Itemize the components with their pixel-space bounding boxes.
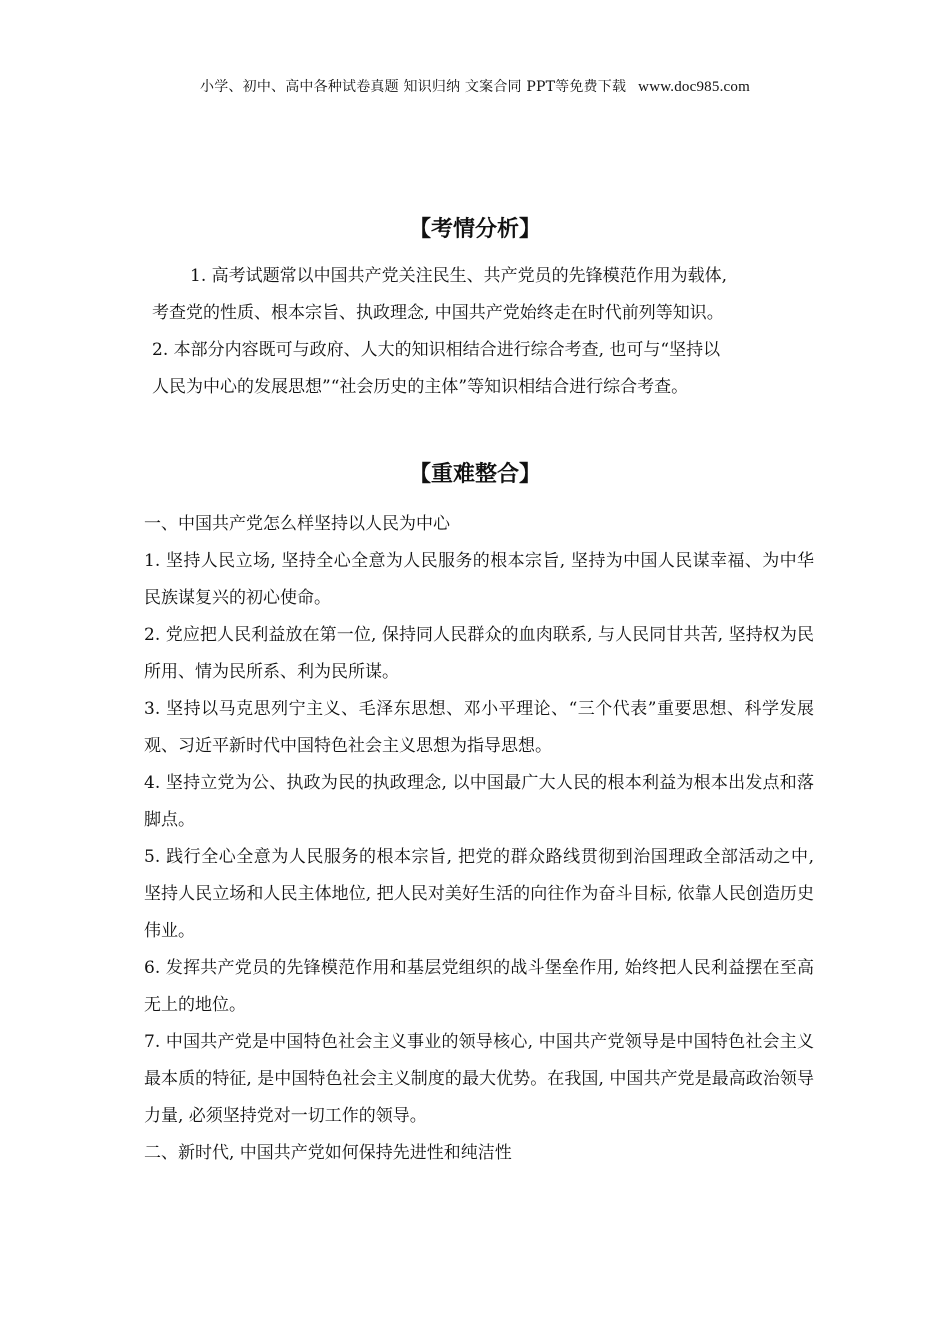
page-header	[0, 76, 950, 96]
header-text: 小学、初中、高中各种试卷真题 知识归纳 文案合同 PPT等免费下载	[200, 79, 627, 95]
list-item: 7. 中国共产党是中国特色社会主义事业的领导核心, 中国共产党领导是中国特色社会主义最本质的特征, 是中国特色社会主义制度的最大优势。在我国, 中国共产党是最高政治领导力量, 必须坚持党对一切工作的领导。	[144, 1032, 814, 1126]
section-heading: 二、新时代, 中国共产党如何保持先进性和纯洁性	[144, 1143, 512, 1163]
analysis-section	[152, 258, 812, 406]
analysis-line: 考查党的性质、根本宗旨、执政理念, 中国共产党始终走在时代前列等知识。	[152, 303, 724, 323]
integration-section	[144, 506, 814, 1172]
analysis-line: 2. 本部分内容既可与政府、人大的知识相结合进行综合考查, 也可与“坚持以	[152, 340, 721, 360]
integration-title: 【重难整合】	[408, 462, 541, 487]
header-url[interactable]: www.doc985.com	[638, 79, 750, 95]
list-item: 4. 坚持立党为公、执政为民的执政理念, 以中国最广大人民的根本利益为根本出发点和落脚点。	[144, 773, 814, 830]
analysis-title: 【考情分析】	[408, 217, 541, 242]
section-heading: 一、中国共产党怎么样坚持以人民为中心	[144, 514, 450, 534]
analysis-line: 1. 高考试题常以中国共产党关注民生、共产党员的先锋模范作用为载体,	[190, 266, 728, 286]
list-item: 2. 党应把人民利益放在第一位, 保持同人民群众的血肉联系, 与人民同甘共苦, 坚持权为民所用、情为民所系、利为民所谋。	[144, 625, 814, 682]
list-item: 5. 践行全心全意为人民服务的根本宗旨, 把党的群众路线贯彻到治国理政全部活动之中, 坚持人民立场和人民主体地位, 把人民对美好生活的向往作为奋斗目标, 依靠人民创造历史伟业。	[144, 847, 814, 941]
list-item: 1. 坚持人民立场, 坚持全心全意为人民服务的根本宗旨, 坚持为中国人民谋幸福、为中华民族谋复兴的初心使命。	[144, 551, 814, 608]
analysis-line: 人民为中心的发展思想”“社会历史的主体”等知识相结合进行综合考查。	[152, 377, 689, 397]
list-item: 6. 发挥共产党员的先锋模范作用和基层党组织的战斗堡垒作用, 始终把人民利益摆在至高无上的地位。	[144, 958, 814, 1015]
list-item: 3. 坚持以马克思列宁主义、毛泽东思想、邓小平理论、“三个代表”重要思想、科学发展观、习近平新时代中国特色社会主义思想为指导思想。	[144, 699, 814, 756]
